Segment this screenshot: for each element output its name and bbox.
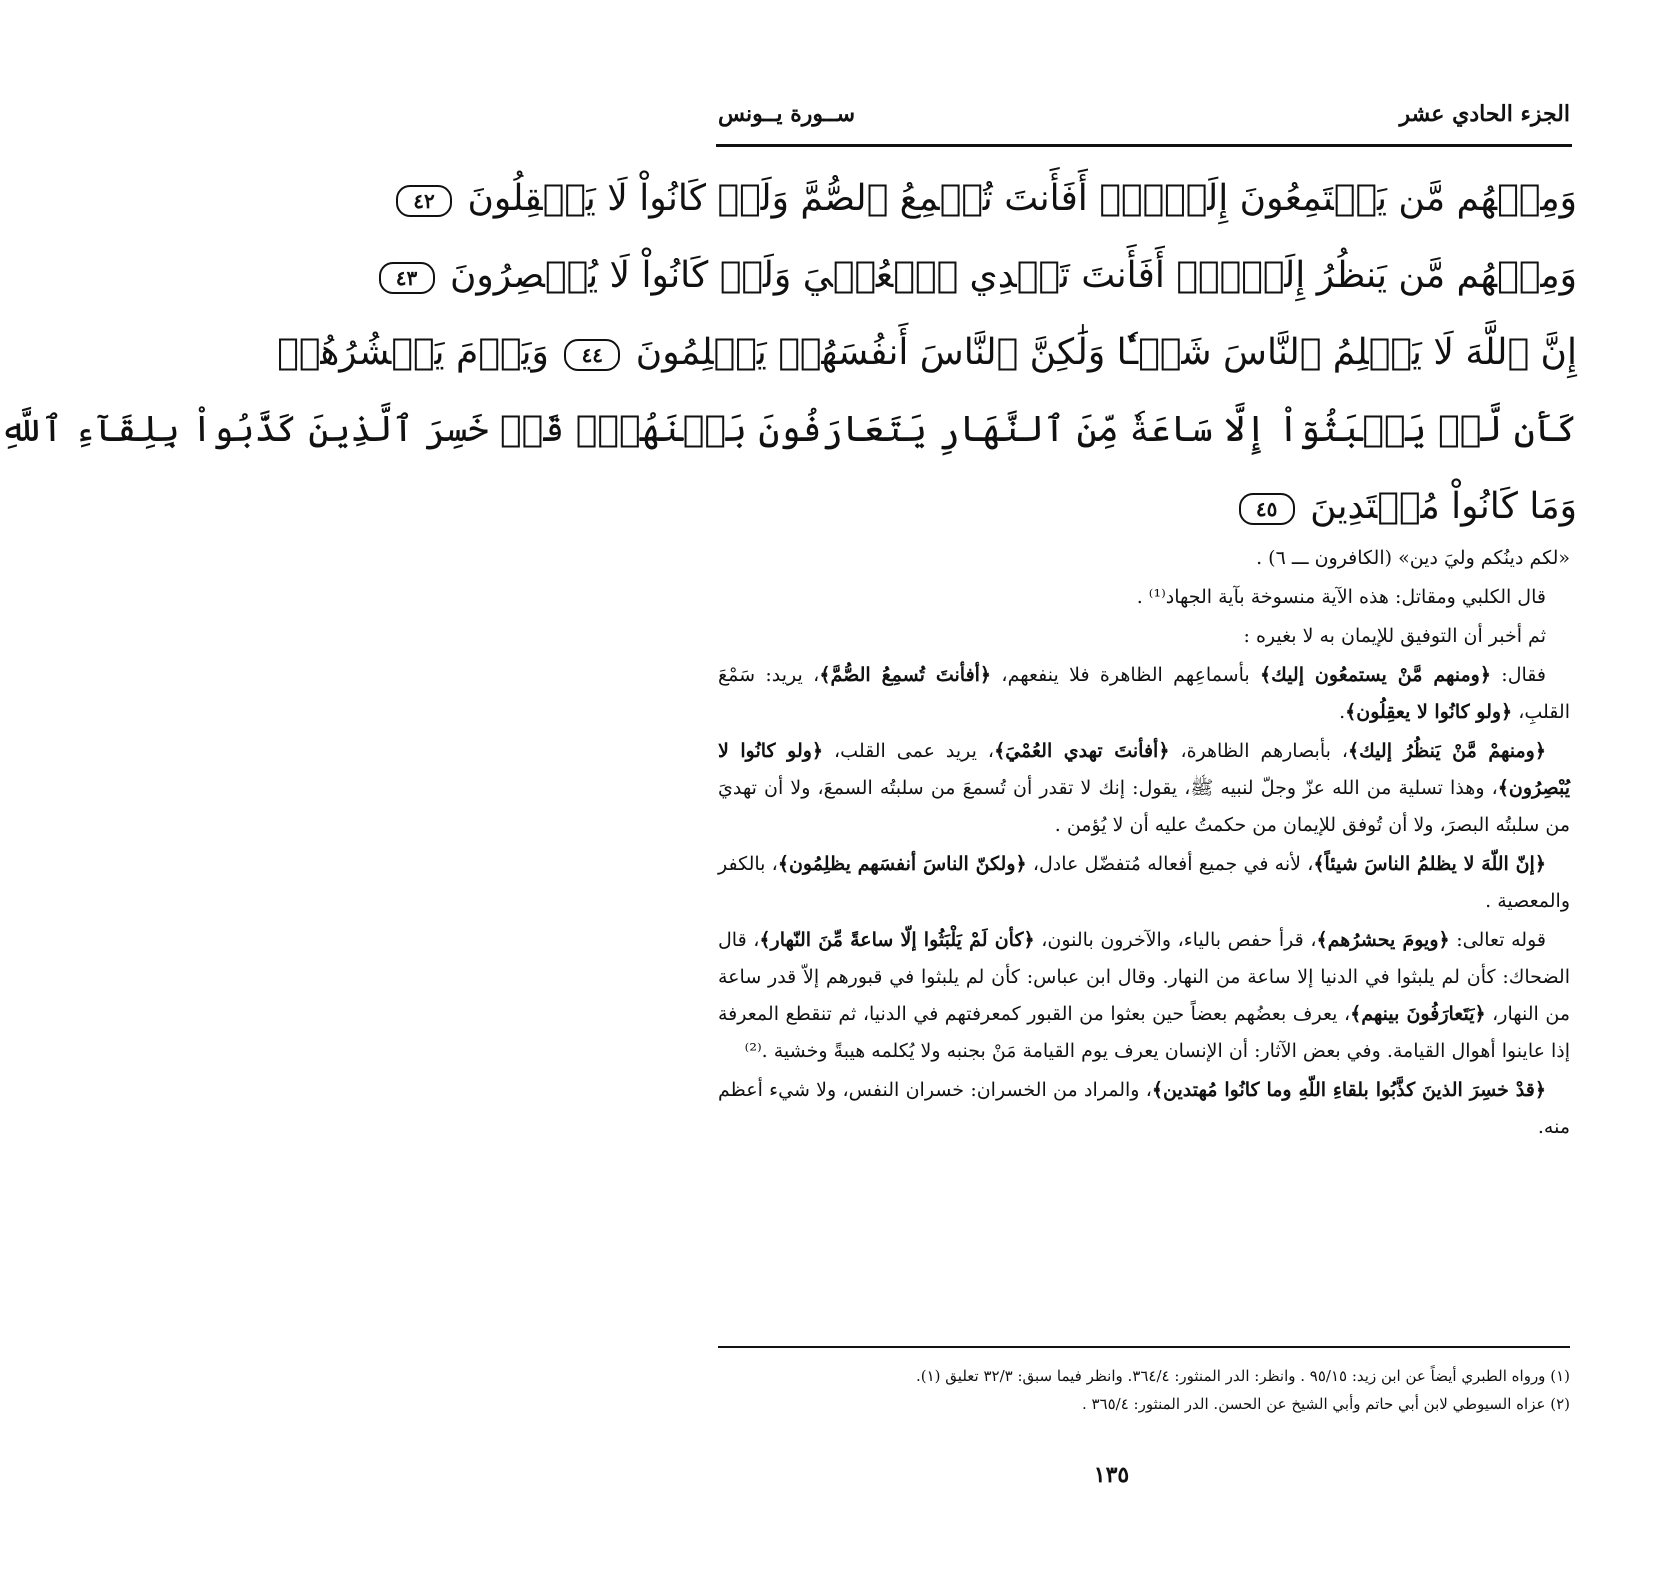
text-run: ، قرأ حفص بالياء، والآخرون بالنون، [1034,929,1317,951]
footnote-number: (٢) [1550,1395,1570,1413]
text-run: ، يريد: سَمْعَ القلبِ، [718,664,1570,723]
commentary-paragraph [718,733,1570,844]
quran-text-block [0,160,1577,545]
verse-quote: ﴿قدْ خسِرَ الذينَ كذَّبُوا بلقاءِ اللّهِ وما كانُوا مُهتدين﴾ [1151,1079,1546,1101]
commentary-paragraph: ثم أخبر أن التوفيق للإيمان به لا بغيره : [1243,625,1546,647]
text-run: ، لأنه في جميع أفعاله مُتفضّل عادل، [1026,853,1314,875]
quran-line [395,237,1577,314]
juz-title: الجزء الحادي عشر [1399,101,1570,127]
text-run: ، بأبصارهم الظاهرة، [1169,740,1349,762]
tafsir-commentary [718,540,1570,1148]
verse-quote: ﴿ومنهمْ مَّنْ يَنظُرُ إليك﴾ [1348,740,1546,762]
ayah-number-marker: ٤٣ [379,262,435,294]
surah-title: ســورة يــونس [718,101,856,127]
text-run: بأسماعِهم الظاهرة فلا ينفعهم، [991,664,1261,686]
ayah-number-marker: ٤٢ [396,185,452,217]
footnote-text: عزاه السيوطي لابن أبي حاتم وأبي الشيخ عن الحسن. الدر المنثور: ٣٦٥/٤ . [1081,1395,1546,1413]
text-run: ، بالكفر والمعصية . [718,853,1570,912]
ayah-text: وَمِنۡهُم مَّن يَنظُرُ إِلَيۡكَۚ أَفَأَنتَ تَهۡدِي ٱلۡعُمۡيَ وَلَوۡ كَانُواْ لَا يُبۡصِرُونَ [449,255,1577,296]
commentary-paragraph [718,922,1570,1070]
verse-quote: ﴿يَتَعارَفُونَ بينهم﴾ [1350,1003,1486,1025]
text-run: قوله تعالى: [1449,929,1546,951]
quran-line [0,391,1577,468]
commentary-paragraph: «لكم دينُكم وليَ دين» (الكافرون ـــ ٦) . [1256,547,1570,569]
footnote-number: (١) [1550,1367,1570,1385]
quran-line [277,314,1577,391]
ayah-number-marker: ٤٤ [564,339,620,371]
page-number: ١٣٥ [1093,1462,1130,1488]
commentary-paragraph [718,657,1570,731]
text-run: ، يريد عمى القلب، [823,740,995,762]
verse-quote: ﴿ومنهم مَّنْ يستمعُون إليك﴾ [1260,664,1491,686]
footnote-divider [718,1346,1570,1348]
text-run: ، وهذا تسلية من الله عزّ وجلّ لنبيه ﷺ، يقول: إنك لا تقدر أن تُسمعَ من سلبتُه السمعَ، ولا أن تهديَ من سلبتُه البصرَ، ولا أن تُوفق للإيمان من حكمتُ عليه أن لا يُؤمن . [718,777,1570,836]
commentary-paragraph [718,1072,1570,1146]
footnotes [718,1362,1570,1418]
ayah-number-marker: ٤٥ [1239,493,1295,525]
text-run: ، يعرف بعضُهم بعضاً حين بعثوا من القبور كمعرفتهم في الدنيا، ثم تنقطع المعرفة إذا عاينوا أهوال القيامة. وفي بعض الآثار: أن الإنسان يعرف يوم القيامة مَنْ بجنبه ولا يُكلمه هيبةً وخشية .⁽²⁾ [718,1003,1570,1062]
verse-quote: ﴿ولو كانُوا لا يعقِلُون﴾ [1345,701,1513,723]
commentary-paragraph: قال الكلبي ومقاتل: هذه الآية منسوخة بآية الجهاد⁽¹⁾ . [1136,586,1546,608]
quran-line [413,160,1577,237]
ayah-text-continued: وَيَوۡمَ يَحۡشُرُهُمۡ [277,332,549,373]
verse-quote: ﴿أفأنتَ تهدي العُمْيَ﴾ [994,740,1170,762]
text-run: فقال: [1490,664,1547,686]
header-divider [716,144,1572,147]
quran-line [708,468,1577,545]
verse-quote: ﴿ولكنّ الناسَ أنفسَهم يظلِمُون﴾ [777,853,1027,875]
commentary-paragraph [718,846,1570,920]
ayah-text: كَأَن لَّمۡ يَلۡبَثُوٓاْ إِلَّا سَاعَةٗ مِّنَ ٱلنَّهَارِ يَتَعَارَفُونَ بَيۡنَهُمۡۚ قَدۡ خَسِرَ ٱلَّذِينَ كَذَّبُواْ بِلِقَآءِ ٱللَّهِ [0,409,1577,450]
footnote-text: ورواه الطبري أيضاً عن ابن زيد: ٩٥/١٥ . وانظر: الدر المنثور: ٣٦٤/٤. وانظر فيما سبق: ٣٢/٣ تعليق (١). [915,1367,1546,1385]
text-run: ، قال الضحاك: كأن لم يلبثوا في الدنيا إلا ساعة من النهار. وقال ابن عباس: كأن لم يلبثوا في قبورهم إلاّ قدر ساعة من النهار، [718,929,1570,1025]
page-header [718,90,1570,138]
ayah-text: وَمِنۡهُم مَّن يَسۡتَمِعُونَ إِلَيۡكَۚ أَفَأَنتَ تُسۡمِعُ ٱلصُّمَّ وَلَوۡ كَانُواْ لَا يَعۡقِلُونَ [467,178,1577,219]
ayah-text: وَمَا كَانُواْ مُهۡتَدِينَ [1310,486,1577,527]
text-run: . [1339,701,1346,723]
ayah-text: إِنَّ ٱللَّهَ لَا يَظۡلِمُ ٱلنَّاسَ شَيۡـٔٗا وَلَٰكِنَّ ٱلنَّاسَ أَنفُسَهُمۡ يَظۡلِمُونَ [635,332,1577,373]
footnote [718,1362,1570,1390]
verse-quote: ﴿ولو كانُوا لا يُبْصِرُون﴾ [718,740,1570,799]
verse-quote: ﴿ويومَ يحشرُهم﴾ [1316,929,1450,951]
text-run: ، والمراد من الخسران: خسران النفس، ولا شيء أعظم منه. [718,1079,1570,1138]
verse-quote: ﴿إنّ اللّهَ لا يظلمُ الناسَ شيئاً﴾ [1313,853,1546,875]
verse-quote: ﴿كأن لَمْ يَلْبَثُوا إلّا ساعةً مِّنَ النّهار﴾ [759,929,1035,951]
verse-quote: ﴿أفأنتَ تُسمِعُ الصُّمَّ﴾ [819,664,992,686]
footnote [718,1390,1570,1418]
